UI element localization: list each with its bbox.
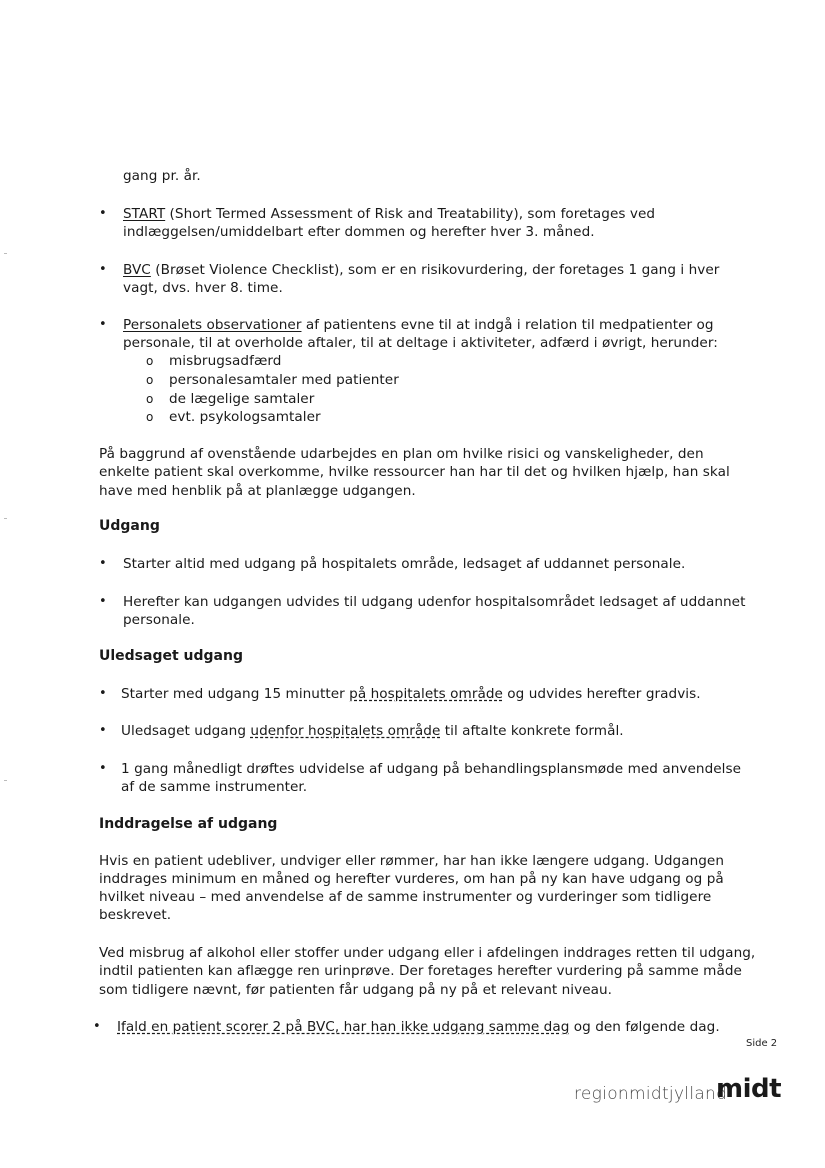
heading-inddragelse: Inddragelse af udgang <box>99 816 278 832</box>
paragraph-line: Hvis en patient udebliver, undviger eller rømmer, har han ikke længere udgang. Udgangen <box>99 853 724 869</box>
circle-bullet-icon: o <box>146 354 154 368</box>
margin-mark <box>4 518 7 519</box>
bullet-icon: • <box>99 206 107 221</box>
sub-item: de lægelige samtaler <box>169 391 315 407</box>
text-line: af de samme instrumenter. <box>121 779 308 795</box>
list-item <box>121 722 624 740</box>
paragraph-line: Ved misbrug af alkohol eller stoffer under udgang eller i afdelingen inddrages retten til udgang, <box>99 945 756 961</box>
text-line: vagt, dvs. hver 8. time. <box>123 280 283 296</box>
paragraph-line: indtil patienten kan aflægge ren urinprøve. Der foretages herefter vurdering på samme måde <box>99 963 742 979</box>
text-span: Uledsaget udgang <box>121 723 251 739</box>
bullet-icon: • <box>99 686 107 701</box>
text-line: indlæggelsen/umiddelbart efter dommen og herefter hver 3. måned. <box>123 224 595 240</box>
list-item <box>123 316 714 334</box>
outside-hospital-link[interactable]: udenfor hospitalets område <box>250 723 441 739</box>
paragraph-line: enkelte patient skal overkomme, hvilke ressourcer han har til det og hvilken hjælp, han skal <box>99 464 730 480</box>
bullet-icon: • <box>99 317 107 332</box>
text-line: personale. <box>123 612 195 628</box>
region-logo-text: regionmidtjylland <box>574 1084 728 1104</box>
list-item <box>121 685 701 703</box>
bullet-icon: • <box>99 262 107 277</box>
paragraph-line: På baggrund af ovenstående udarbejdes en plan om hvilke risici og vanskeligheder, den <box>99 446 704 462</box>
text-span: Starter med udgang 15 minutter <box>121 686 350 702</box>
bullet-icon: • <box>99 761 107 776</box>
heading-uledsaget: Uledsaget udgang <box>99 648 243 664</box>
paragraph-line: inddrages minimum en måned og herefter vurderes, om han på ny kan have udgang og på <box>99 871 724 887</box>
bullet-icon: • <box>93 1019 101 1034</box>
text-line: personale, til at overholde aftaler, til at deltage i aktiviteter, adfærd i øvrigt, herunder: <box>123 335 718 351</box>
text-span: og udvides herefter gradvis. <box>502 686 701 702</box>
circle-bullet-icon: o <box>146 410 154 424</box>
paragraph-line: have med henblik på at planlægge udgangen. <box>99 483 416 499</box>
list-item <box>123 205 655 223</box>
paragraph-line: beskrevet. <box>99 907 172 923</box>
list-item <box>123 261 719 279</box>
heading-udgang: Udgang <box>99 518 160 534</box>
circle-bullet-icon: o <box>146 392 154 406</box>
personalets-link[interactable]: Personalets observationer <box>123 317 302 333</box>
bullet-icon: • <box>99 556 107 571</box>
sub-item: misbrugsadfærd <box>169 353 282 369</box>
text-line: gang pr. år. <box>123 168 201 184</box>
hospital-area-link[interactable]: på hospitalets område <box>349 686 503 702</box>
text-span: og den følgende dag. <box>569 1019 720 1035</box>
start-link[interactable]: START <box>123 206 166 222</box>
margin-mark <box>4 780 7 781</box>
margin-mark <box>4 253 7 254</box>
sub-item: evt. psykologsamtaler <box>169 409 321 425</box>
text-span: (Short Termed Assessment of Risk and Treatability), som foretages ved <box>165 206 656 222</box>
list-item: Starter altid med udgang på hospitalets område, ledsaget af uddannet personale. <box>123 556 686 572</box>
page-number: Side 2 <box>746 1038 778 1049</box>
list-item <box>117 1018 720 1036</box>
list-item: Herefter kan udgangen udvides til udgang udenfor hospitalsområdet ledsaget af uddannet <box>123 594 746 610</box>
paragraph-line: som tidligere nævnt, før patienten får udgang på ny på et relevant niveau. <box>99 982 613 998</box>
text-span: (Brøset Violence Checklist), som er en risikovurdering, der foretages 1 gang i hver <box>150 262 720 278</box>
text-span: af patientens evne til at indgå i relation til medpatienter og <box>301 317 714 333</box>
bvc-score-link[interactable]: Ifald en patient scorer 2 på BVC, har han ikke udgang samme dag <box>117 1019 570 1035</box>
sub-item: personalesamtaler med patienter <box>169 372 399 388</box>
bvc-link[interactable]: BVC <box>123 262 151 278</box>
paragraph-line: hvilket niveau – med anvendelse af de samme instrumenter og vurderinger som tidligere <box>99 889 712 905</box>
bullet-icon: • <box>99 723 107 738</box>
list-item: 1 gang månedligt drøftes udvidelse af udgang på behandlingsplansmøde med anvendelse <box>121 761 742 777</box>
text-span: til aftalte konkrete formål. <box>440 723 624 739</box>
circle-bullet-icon: o <box>146 373 154 387</box>
midt-logo: midt <box>716 1074 782 1104</box>
bullet-icon: • <box>99 594 107 609</box>
